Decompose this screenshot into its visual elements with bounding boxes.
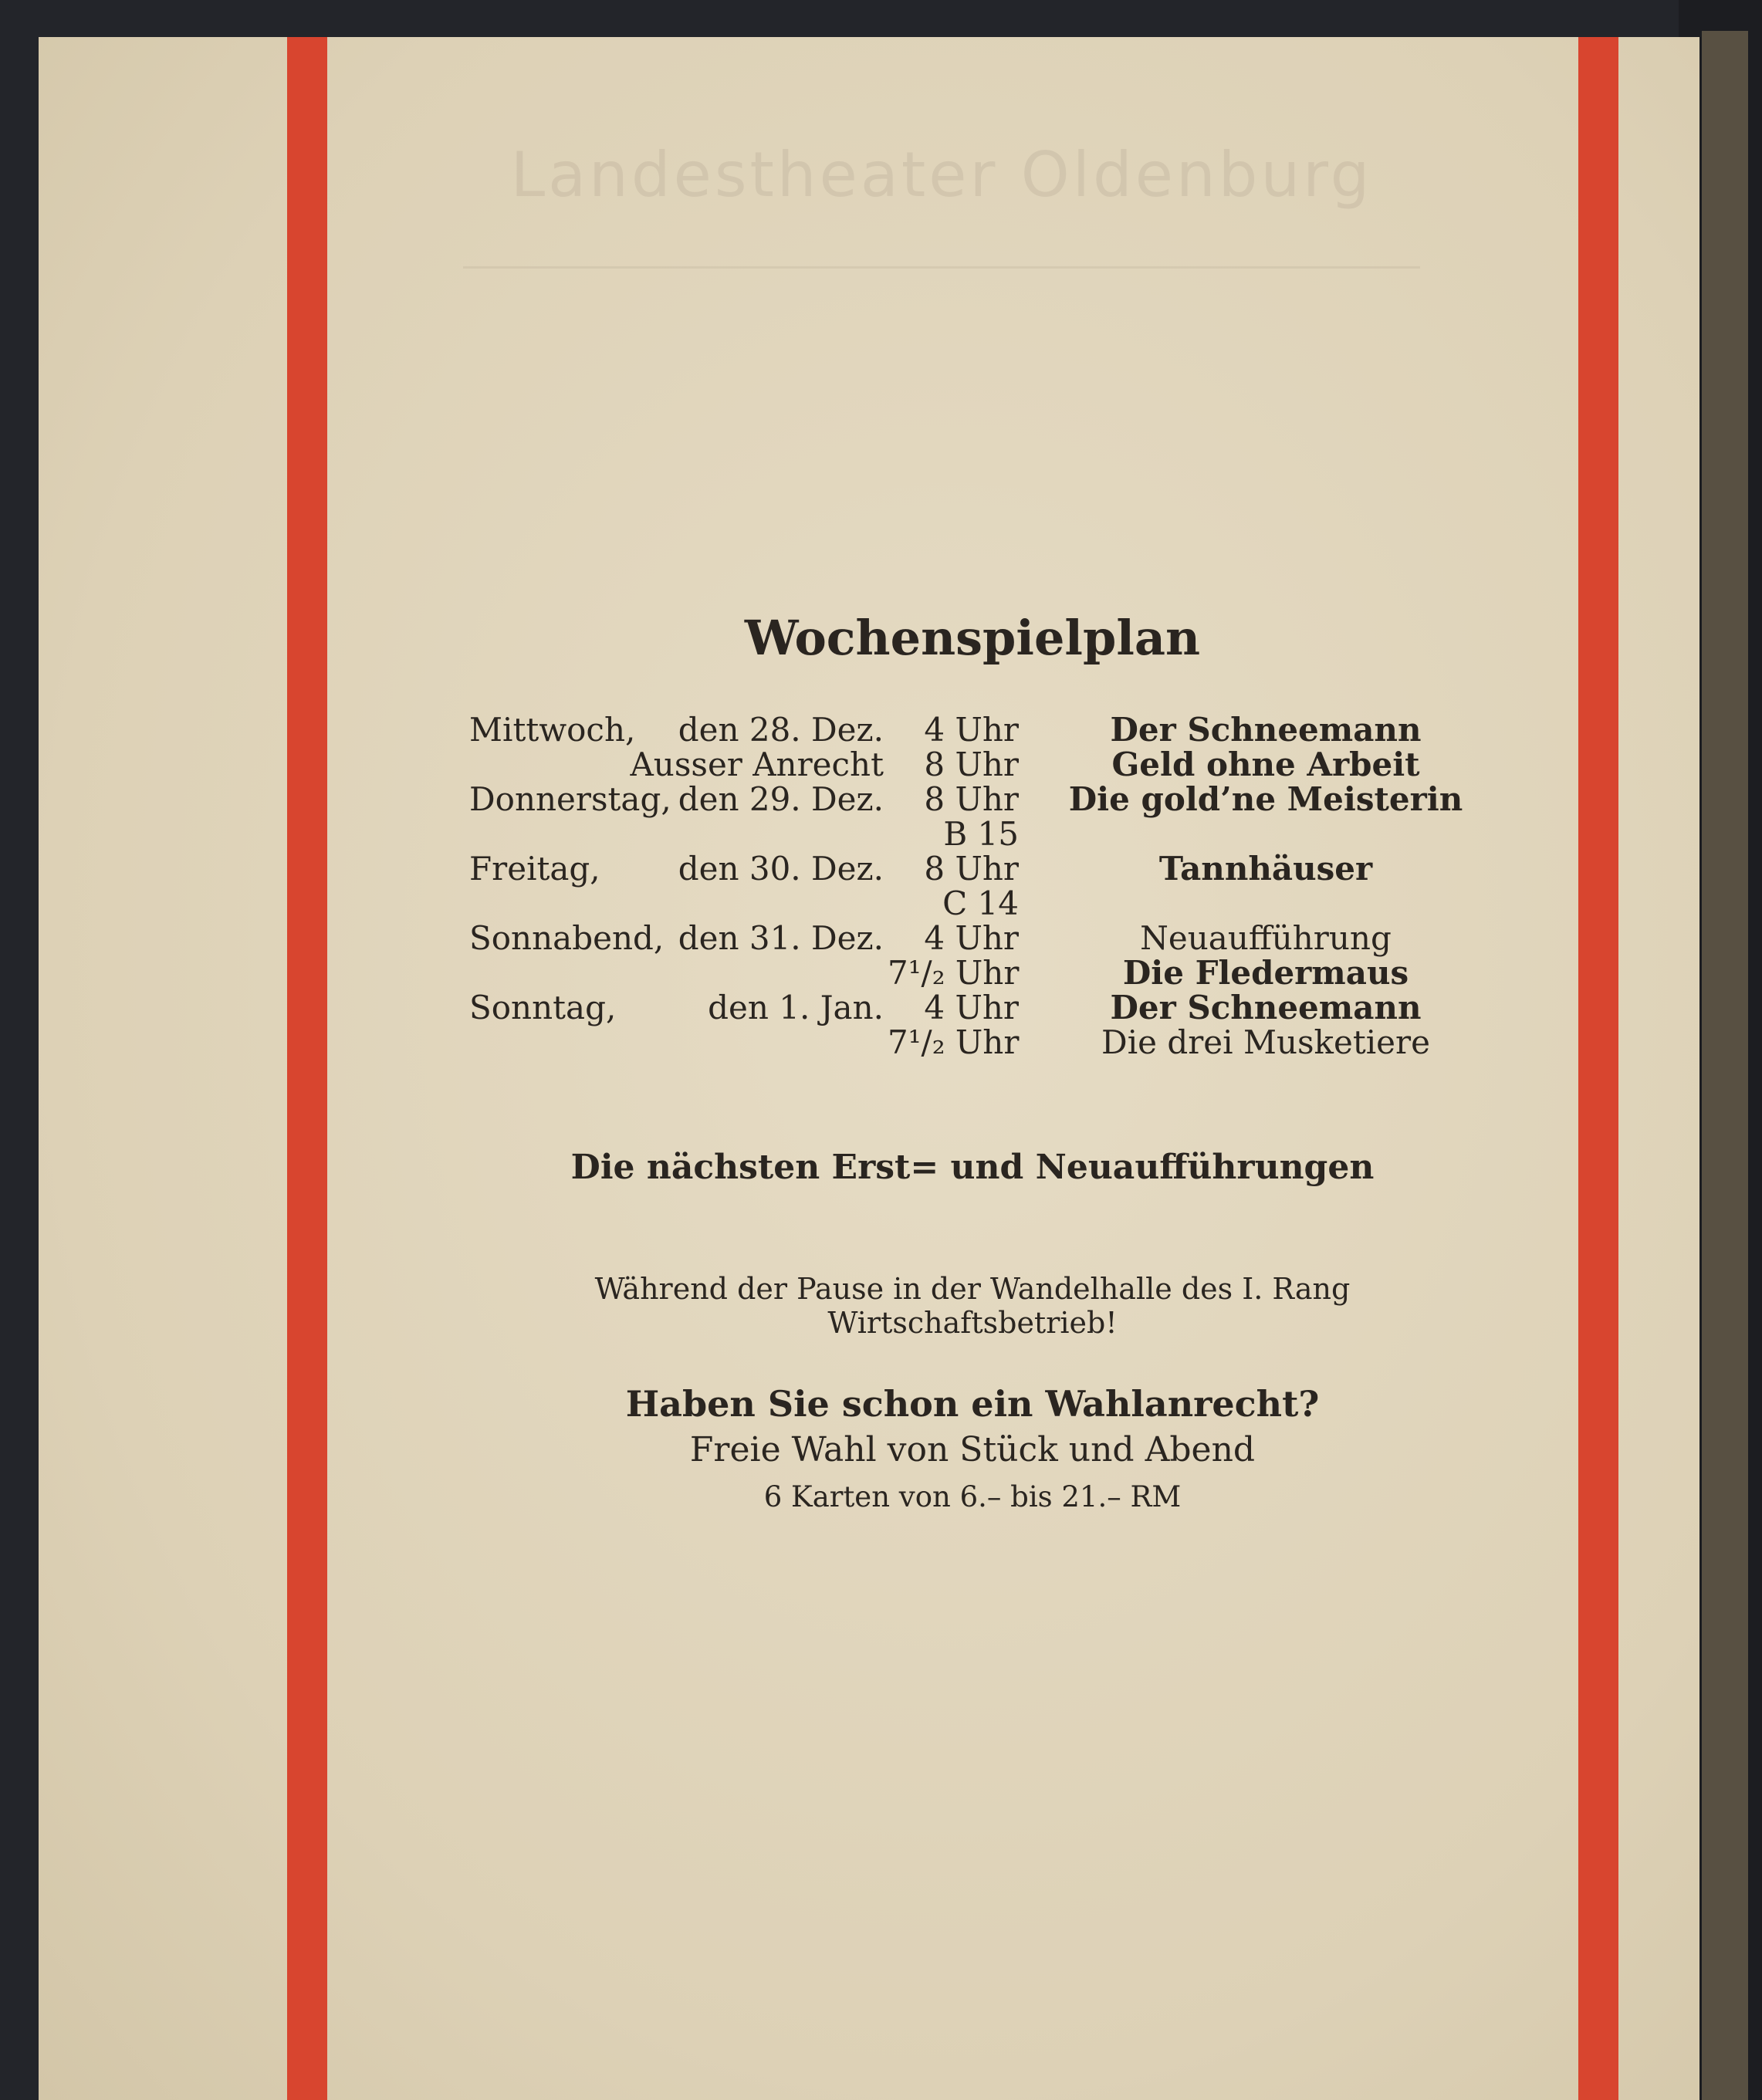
page-title: Wochenspielplan (744, 610, 1201, 666)
schedule-play: Die drei Musketiere (1101, 1023, 1430, 1061)
intermission-notice (432, 1272, 1513, 1340)
upcoming-heading: Die nächsten Erst= und Neuaufführungen (570, 1148, 1375, 1187)
free-choice-line: Freie Wahl von Stück und Abend (689, 1430, 1256, 1469)
schedule-date: den 29. Dez. (678, 780, 884, 818)
schedule-day: Freitag, (469, 850, 600, 888)
schedule-play: Geld ohne Arbeit (1111, 746, 1420, 783)
bleed-through-header: Landestheater Oldenburg (510, 139, 1373, 211)
schedule-time: B 15 (943, 815, 1019, 853)
card-prices: 6 Karten von 6.– bis 21.– RM (763, 1480, 1182, 1513)
subscription-question: Haben Sie schon ein Wahlanrecht? (625, 1383, 1320, 1425)
schedule-time: 4 Uhr (924, 989, 1019, 1026)
schedule-day: Sonntag, (469, 989, 617, 1026)
schedule-play: Die Fledermaus (1122, 954, 1409, 992)
schedule-date: den 30. Dez. (678, 850, 884, 888)
schedule-play: Der Schneemann (1110, 711, 1422, 749)
schedule-time: 8 Uhr (924, 746, 1019, 783)
schedule-date: Ausser Anrecht (630, 746, 884, 783)
schedule-time: 4 Uhr (924, 919, 1019, 957)
schedule-date: den 1. Jan. (708, 989, 884, 1026)
intermission-line-2: Wirtschaftsbetrieb! (827, 1306, 1118, 1340)
intermission-line-1: Während der Pause in der Wandelhalle des I. Rang (594, 1272, 1351, 1306)
schedule-play: Der Schneemann (1110, 989, 1422, 1026)
schedule-day: Sonnabend, (469, 919, 665, 957)
schedule-time: C 14 (942, 884, 1019, 922)
schedule-time: 8 Uhr (924, 850, 1019, 888)
schedule-day: Donnerstag, (469, 780, 671, 818)
schedule-time: 4 Uhr (924, 711, 1019, 749)
schedule-play: Die gold’ne Meisterin (1068, 780, 1463, 818)
schedule-date: den 31. Dez. (678, 919, 884, 957)
schedule-time: 7¹/₂ Uhr (888, 1023, 1020, 1061)
schedule-play: Neuaufführung (1140, 919, 1392, 957)
schedule-day: Mittwoch, (469, 711, 636, 749)
schedule-time: 8 Uhr (924, 780, 1019, 818)
schedule-time: 7¹/₂ Uhr (888, 954, 1020, 992)
schedule-date: den 28. Dez. (678, 711, 884, 749)
schedule-play: Tannhäuser (1158, 850, 1373, 888)
